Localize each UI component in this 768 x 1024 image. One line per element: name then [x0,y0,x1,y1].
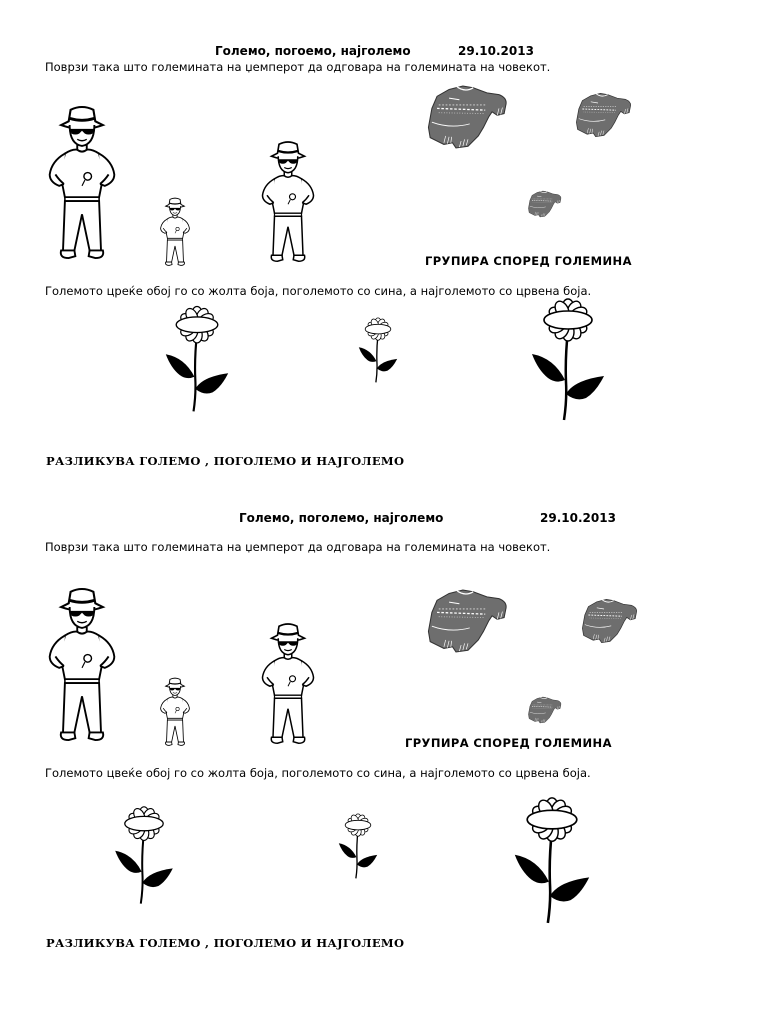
sweater-large-illustration [425,580,511,662]
sweater-medium-illustration [574,86,634,144]
worksheet-date: 29.10.2013 [540,511,616,525]
man-large-illustration [44,100,120,266]
flower-instruction: Големото цреќе обој го со жолта боја, поголемото со сина, а најголемото со црвена боја. [45,284,592,298]
sweater-instruction: Поврзи така што големината на џемперот да одговара на големината на човекот. [45,540,551,554]
group-by-size-label: ГРУПИРА СПОРЕД ГОЛЕМИНА [425,254,632,268]
group-by-size-label: ГРУПИРА СПОРЕД ГОЛЕМИНА [405,736,612,750]
distinguish-sizes-label: РАЗЛИКУВА ГОЛЕМО , ПОГОЛЕМО И НАЈГОЛЕМО [46,454,405,468]
sweater-small-illustration [527,186,563,222]
distinguish-sizes-label: РАЗЛИКУВА ГОЛЕМО , ПОГОЛЕМО И НАЈГОЛЕМО [46,936,405,950]
man-medium-illustration [258,138,318,266]
man-large-illustration [44,582,120,748]
flower-instruction: Големото цвеќе обој го со жолта боја, поголемото со сина, а најголемото со црвена боја. [45,766,591,780]
flower-small-illustration [346,307,410,397]
sweater-instruction: Поврзи така што големината на џемперот да одговара на големината на човекот. [45,60,551,74]
sweater-medium-illustration [580,592,640,650]
flower-large-illustration [96,795,192,921]
worksheet-title: Големо, погоемо, најголемо [215,44,411,58]
man-medium-illustration [258,620,318,748]
flower-small-illustration [326,803,390,893]
worksheet-date: 29.10.2013 [458,44,534,58]
flower-largest-illustration [506,298,630,428]
man-small-illustration [158,676,192,748]
man-small-illustration [158,196,192,268]
worksheet-title: Големо, поголемо, најголемо [239,511,444,525]
flower-largest-illustration [490,780,614,948]
sweater-large-illustration [425,76,511,158]
flower-large-illustration [145,303,249,421]
sweater-small-illustration [527,692,563,728]
